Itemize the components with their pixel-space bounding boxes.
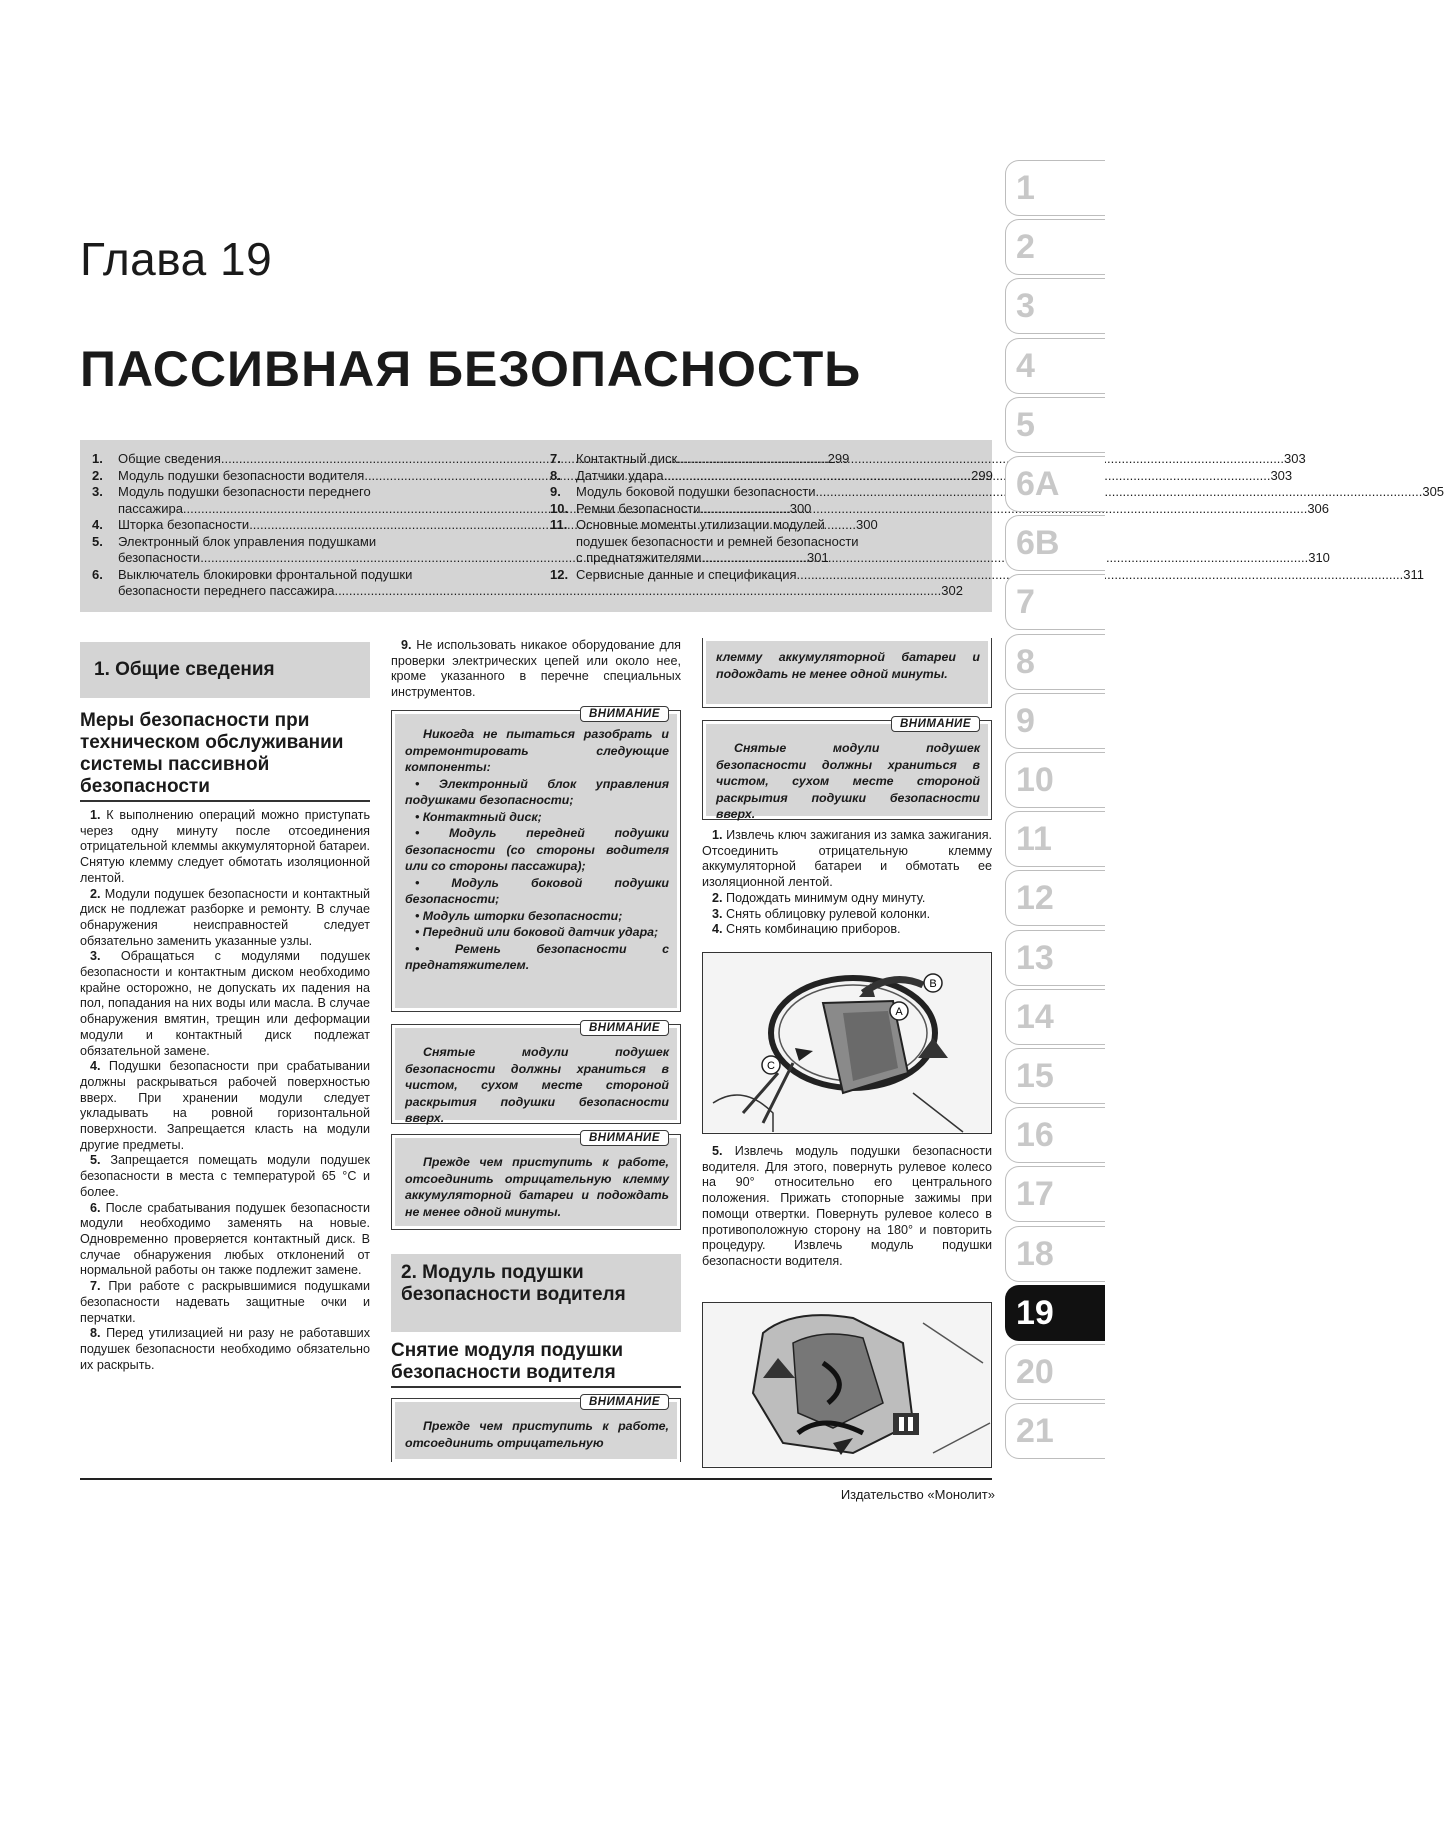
warning-bullet: • Контактный диск;: [415, 809, 542, 824]
toc-entry-line: [576, 468, 1292, 485]
toc-entry-line: [576, 501, 1329, 518]
chapter-tab-20[interactable]: 20: [1005, 1344, 1105, 1400]
toc-entry-text: с преднатяжителями: [576, 550, 702, 565]
rule-text: После срабатывания подушек безопасности модули необходимо заменять на новые. Одновременно проверяется контактный диск. В случае обнаружения любых отклонений от нормальной работы он также подлежит замене.: [80, 1200, 371, 1278]
footer-rule: [80, 1478, 992, 1480]
warning-bullet-list: [405, 776, 669, 974]
toc-page-number: 303: [1284, 451, 1306, 466]
rule-item: [80, 1201, 370, 1280]
toc-entry-line: [576, 517, 1330, 534]
toc-entry-number: 4.: [92, 517, 103, 532]
warning-label: ВНИМАНИЕ: [580, 1020, 669, 1036]
toc-entry-text: Модуль боковой подушки безопасности: [576, 484, 816, 499]
toc-entry-number: 5.: [92, 533, 103, 549]
rule-number: 7.: [90, 1279, 101, 1294]
toc-entry-title: [576, 567, 1424, 584]
step-item: [702, 907, 992, 923]
toc-page-number: 310: [1308, 550, 1330, 565]
rule-item: [80, 1326, 370, 1373]
toc-entry-line: [576, 567, 1424, 584]
toc-entry-text: Общие сведения: [118, 451, 221, 466]
rule-item: [80, 1059, 370, 1153]
airbag-module-figure: [702, 1302, 992, 1468]
toc-entry-text: Выключатель блокировки фронтальной подушки: [118, 566, 413, 582]
rule-item: [80, 1279, 370, 1326]
toc-entry-text: Ремни безопасности: [576, 500, 701, 516]
rule-item: [80, 887, 370, 950]
step-number: 2.: [712, 890, 723, 905]
step-item: [702, 828, 992, 891]
chapter-tab-14[interactable]: 14: [1005, 989, 1105, 1045]
toc-leader-dots: [677, 451, 1284, 468]
toc-page-number: 305: [1422, 484, 1444, 499]
toc-entry[interactable]: [550, 566, 1425, 584]
warning-box-4: [391, 1398, 681, 1462]
toc-page-number: 299: [971, 467, 993, 483]
warning-text: клемму аккумуляторной батареи и подождать не менее одной минуты.: [716, 650, 980, 681]
chapter-tab-5[interactable]: 5: [1005, 397, 1105, 453]
toc-entry-line: [576, 534, 1330, 551]
steering-wheel-figure: [702, 952, 992, 1134]
toc-entry-title: [576, 517, 1330, 567]
rule-number: 6.: [90, 1200, 101, 1215]
divider: [80, 800, 370, 802]
step-item: [702, 922, 992, 938]
toc-entry-number: 11.: [550, 517, 568, 532]
chapter-tab-16[interactable]: 16: [1005, 1107, 1105, 1163]
toc-entry-text: подушек безопасности и ремней безопасности: [576, 533, 859, 549]
chapter-tab-19[interactable]: 19: [1005, 1285, 1105, 1341]
toc-entry-number: 9.: [550, 484, 561, 499]
warning-label: ВНИМАНИЕ: [891, 716, 980, 732]
toc-entry-text: Контактный диск: [576, 451, 678, 466]
chapter-tab-2[interactable]: 2: [1005, 219, 1105, 275]
step-5: [702, 1144, 992, 1270]
chapter-tab-17[interactable]: 17: [1005, 1166, 1105, 1222]
removal-steps-list: [702, 828, 992, 938]
callout-label-c: C: [767, 1060, 775, 1072]
toc-entry-text: Модуль подушки безопасности переднего: [118, 484, 371, 499]
toc-page-number: 306: [1307, 500, 1330, 516]
rule-text: Запрещается помещать модули подушек безопасности в места с температурой 65 °С и более.: [80, 1153, 370, 1199]
chapter-label: Глава 19: [80, 233, 273, 285]
chapter-tab-10[interactable]: 10: [1005, 752, 1105, 808]
rule-number: 5.: [90, 1153, 101, 1168]
step-text: Снять комбинацию приборов.: [726, 922, 901, 937]
chapter-tab-8[interactable]: 8: [1005, 634, 1105, 690]
warning-bullet: • Модуль боковой подушки безопасности;: [405, 875, 669, 906]
rule-number: 2.: [90, 886, 101, 901]
toc-entry-text: Модуль подушки безопасности водителя: [118, 467, 365, 483]
chapter-tab-11[interactable]: 11: [1005, 811, 1105, 867]
step-number: 1.: [712, 828, 723, 842]
warning-box-continued: [702, 638, 992, 708]
toc-entry-text: Электронный блок управления подушками: [118, 533, 377, 549]
toc-page-number: 301: [806, 550, 829, 565]
section-1-subheading: Меры безопасности при техническом обслуживании системы пассивной безопасности: [80, 710, 344, 797]
chapter-tab-6a[interactable]: 6A: [1005, 456, 1105, 512]
chapter-tab-1[interactable]: 1: [1005, 160, 1105, 216]
toc-entry-number: 6.: [92, 566, 103, 582]
step-text: Извлечь модуль подушки безопасности водителя. Для этого, повернуть рулевое колесо на 90° относительно его центрального положения. Прижать стопорные зажимы при помощи отвертки. Повернуть рулевое колесо в противоположную сторону на 180° и повторить процедуру. Извлечь модуль подушки безопасности водителя.: [702, 1144, 993, 1268]
warning-text: Прежде чем приступить к работе, отсоединить отрицательную клемму аккумуляторной батареи и подождать не менее одной минуты.: [405, 1155, 669, 1219]
toc-entry-text: Датчики удара: [576, 467, 664, 483]
rule-text: К выполнению операций можно приступать через одну минуту после отсоединения отрицательной клеммы аккумуляторной батареи. Снятую клемму следует обмотать изоляционной лентой.: [80, 808, 371, 885]
toc-entry-text: Сервисные данные и спецификация: [576, 566, 797, 582]
toc-entry-text: Основные моменты утилизации модулей: [576, 517, 825, 532]
steering-wheel-illustration: [703, 953, 990, 1132]
warning-bullet: • Модуль шторки безопасности;: [415, 908, 623, 923]
chapter-tab-4[interactable]: 4: [1005, 338, 1105, 394]
toc-page-number: 303: [1270, 467, 1293, 483]
toc-entry[interactable]: [550, 500, 1330, 518]
warning-bullet: • Электронный блок управления подушками безопасности;: [405, 776, 669, 807]
toc-entry-number: 2.: [92, 467, 103, 483]
rule-text: Перед утилизацией ни разу не работавших подушек безопасности необходимо обязательно их раскрыть.: [80, 1326, 370, 1372]
toc-page-number: 300: [789, 500, 812, 516]
warning-box-1: [391, 710, 681, 1012]
chapter-tab-18[interactable]: 18: [1005, 1226, 1105, 1282]
warning-box-3: [391, 1134, 681, 1230]
chapter-tab-9[interactable]: 9: [1005, 693, 1105, 749]
divider: [391, 1386, 681, 1388]
step-text: Снять облицовку рулевой колонки.: [726, 906, 931, 921]
step-number: 3.: [712, 906, 723, 921]
warning-bullet: • Модуль передней подушки безопасности (со стороны водителя или со стороны пассажира);: [405, 826, 669, 873]
page-title: ПАССИВНАЯ БЕЗОПАСНОСТЬ: [80, 341, 862, 397]
rule-text: Обращаться с модулями подушек безопасности и контактным диском необходимо крайне осторожно, не допускать их падения на пол, попадания на них воды или масла. В случае обнаружения вмятин, трещин или деформации модули и контактный диск подлежат обязательной замене.: [80, 949, 370, 1058]
airbag-module-illustration: [703, 1303, 990, 1466]
rule-9: [391, 638, 681, 701]
chapter-tab-21[interactable]: 21: [1005, 1403, 1105, 1459]
toc-entry-text: безопасности переднего пассажира: [118, 583, 335, 598]
chapter-tab-7[interactable]: 7: [1005, 574, 1105, 630]
toc-entry-number: 12.: [550, 566, 569, 582]
callout-label-b: B: [929, 978, 937, 990]
rule-text: Не использовать никакое оборудование для проверки электрических цепей или около нее, кроме указанного в перечне специальных инструментов.: [391, 638, 682, 700]
section-2-heading: 2. Модуль подушки безопасности водителя: [391, 1254, 681, 1332]
step-number: 5.: [712, 1144, 723, 1158]
warning-text: Прежде чем приступить к работе, отсоединить отрицательную: [405, 1419, 669, 1450]
rule-text: При работе с раскрывшимися подушками безопасности надевать защитные очки и перчатки.: [80, 1279, 371, 1325]
toc-entry-text: безопасности: [118, 550, 201, 565]
step-text: Подождать минимум одну минуту.: [726, 890, 926, 905]
callout-label-a: A: [895, 1006, 903, 1018]
toc-entry-number: 10.: [550, 500, 569, 516]
warning-label: ВНИМАНИЕ: [580, 1130, 669, 1146]
chapter-tab-13[interactable]: 13: [1005, 930, 1105, 986]
toc-entry-number: 1.: [92, 451, 103, 466]
toc-page-number: 311: [1403, 566, 1425, 582]
toc-entry-title: [576, 451, 1306, 468]
rule-number: 1.: [90, 808, 101, 822]
warning-text: Снятые модули подушек безопасности должны храниться в чистом, сухом месте стороной раскрытия подушки безопасности вверх.: [716, 741, 980, 821]
toc-entry-line: [576, 451, 1306, 468]
toc-entry-title: [576, 468, 1292, 485]
warning-intro: Никогда не пытаться разобрать и отремонтировать следующие компоненты:: [405, 727, 669, 774]
toc-page-number: 302: [941, 583, 963, 598]
chapter-tab-12[interactable]: 12: [1005, 870, 1105, 926]
step-item: [702, 891, 992, 907]
warning-box-5: [702, 720, 992, 820]
section-1-heading: 1. Общие сведения: [80, 642, 370, 698]
toc-entry-text: Шторка безопасности: [118, 517, 250, 532]
toc-entry[interactable]: [550, 484, 1444, 501]
warning-label: ВНИМАНИЕ: [580, 706, 669, 722]
rule-number: 9.: [401, 638, 412, 652]
toc-entry-number: 7.: [550, 451, 561, 466]
toc-page-number: 300: [855, 517, 878, 532]
step-number: 4.: [712, 922, 723, 937]
toc-page-number: 299: [827, 451, 850, 466]
rule-text: Модули подушек безопасности и контактный диск не подлежат разборке и ремонту. В случае обнаружения неисправностей следует обязательно заменить указанные узлы.: [80, 886, 370, 948]
publisher-footer: Издательство «Монолит»: [840, 1487, 995, 1502]
chapter-tab-15[interactable]: 15: [1005, 1048, 1105, 1104]
rule-item: [80, 949, 370, 1059]
rule-item: [80, 1153, 370, 1200]
toc-entry-text: пассажира: [118, 500, 183, 516]
rule-item: [80, 808, 370, 887]
rule-number: 8.: [90, 1326, 101, 1341]
step-text: Извлечь ключ зажигания из замка зажигания. Отсоединить отрицательную клемму аккумуляторной батареи и обмотать ее изоляционной лентой.: [702, 828, 993, 890]
section-2-subheading: Снятие модуля подушки безопасности водителя: [391, 1340, 624, 1383]
rule-number: 3.: [90, 949, 101, 964]
toc-leader-dots: [701, 501, 1308, 518]
toc-entry-number: 8.: [550, 467, 561, 483]
warning-bullet: • Передний или боковой датчик удара;: [415, 925, 659, 939]
toc-entry[interactable]: [550, 451, 1306, 468]
toc-entry-title: [576, 501, 1329, 518]
warning-bullet: • Ремень безопасности с преднатяжителем.: [405, 941, 669, 972]
toc-entry-line: [576, 550, 1330, 567]
rule-text: Подушки безопасности при срабатывании должны раскрываться рабочей поверхностью вверх. При хранении модули следует укладывать на ровной горизонтальной поверхности. Запрещается класть на модули другие предметы.: [80, 1059, 371, 1152]
toc-leader-dots: [816, 484, 1423, 501]
toc-entry-line: [118, 583, 963, 600]
warning-label: ВНИМАНИЕ: [580, 1394, 669, 1410]
safety-rules-list: [80, 808, 370, 1373]
warning-text: Снятые модули подушек безопасности должны храниться в чистом, сухом месте стороной раскрытия подушки безопасности вверх.: [405, 1045, 669, 1125]
toc-entry-number: 3.: [92, 484, 103, 499]
rule-number: 4.: [90, 1059, 101, 1074]
chapter-tab-3[interactable]: 3: [1005, 278, 1105, 334]
toc-leader-dots: [664, 468, 1271, 485]
warning-box-2: [391, 1024, 681, 1124]
chapter-tab-6b[interactable]: 6B: [1005, 515, 1105, 571]
toc-leader-dots: [334, 583, 941, 600]
